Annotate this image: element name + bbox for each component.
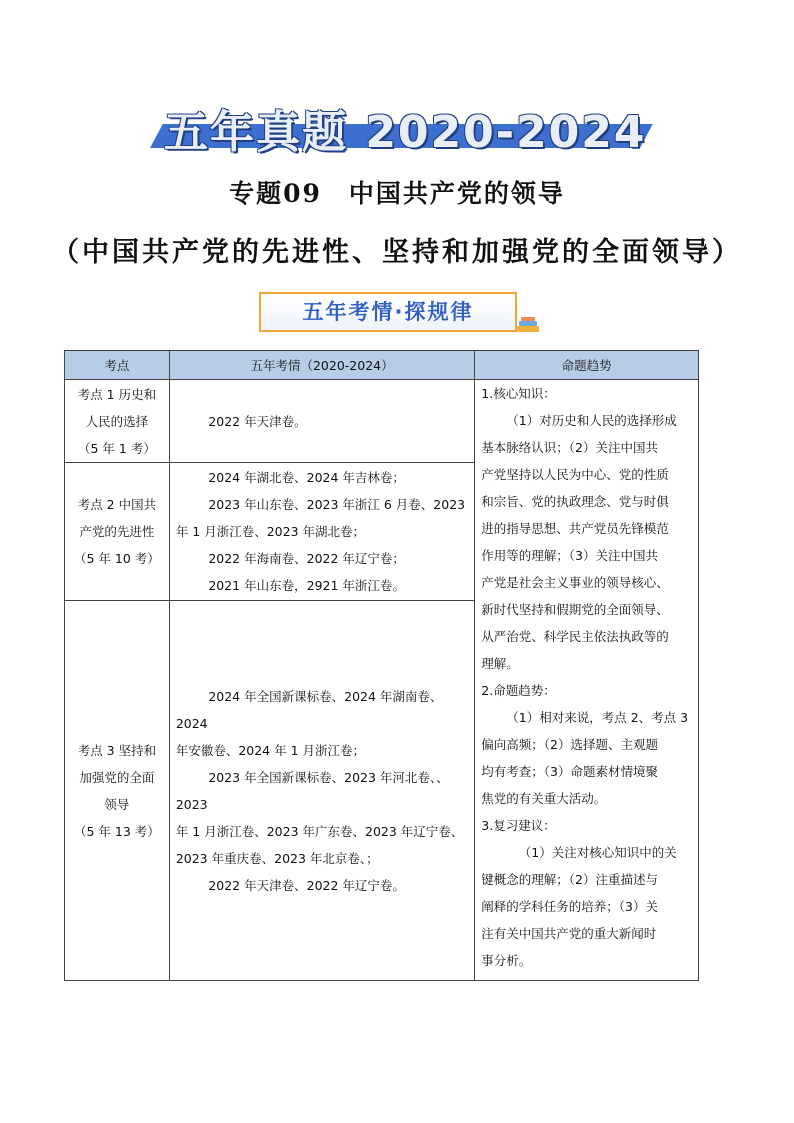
trend-cell: 1.核心知识： （1）对历史和人民的选择形成 基本脉络认识；（2）关注中国共 产党坚持以人民为中心、党的性质 和宗旨、党的执政理念、党与时俱 进的指导思想、共产党员先锋模范 作用等的理解；（3）关注中国共 产党是社会主义事业的领导核心、 新时代坚持和假期党的全面领导、 从严治党、科学民主依法执政等的 理解。 2.命题趋势： （1）相对来说，考点 2、考点 3 偏向高频；（2）选择题、主观题 均有考查；（3）命题素材情境聚 焦党的有关重大活动。 3.复习建议： （1）关注对核心知识中的关 键概念的理解；（2）注重描述与 阐释的学科任务的培养；（3）关 注有关中国共产党的重大新闻时 事分析。 — [475, 380, 699, 981]
table-row — [65, 380, 699, 463]
section-badge: 五年考情·探规律 — [259, 292, 517, 332]
point-cell: 考点 3 坚持和 加强党的全面 领导 （5 年 13 考） — [65, 601, 170, 981]
header-trend: 命题趋势 — [475, 351, 699, 380]
topic-subtitle: （中国共产党的先进性、坚持和加强党的全面领导） — [52, 237, 742, 268]
point-cell: 考点 1 历史和 人民的选择 （5 年 1 考） — [65, 380, 170, 463]
table-header-row — [65, 351, 699, 380]
banner-title: 五年真题 2020-2024 — [164, 107, 647, 158]
point-cell: 考点 2 中国共 产党的先进性 （5 年 10 考） — [65, 463, 170, 601]
banner — [150, 94, 647, 158]
years-cell: 2024 年全国新课标卷、2024 年湖南卷、2024 年安徽卷、2024 年 1 月浙江卷； 2023 年全国新课标卷、2023 年河北卷、、2023 年 1 月浙江卷、2023 年广东卷、2023 年辽宁卷、 2023 年重庆卷、2023 年北京卷、； 2022 年天津卷、2022 年辽宁卷。 — [169, 601, 474, 981]
topic-title: 专题09 中国共产党的领导 — [229, 179, 565, 208]
books-icon — [515, 316, 541, 334]
years-cell: 2024 年湖北卷、2024 年吉林卷； 2023 年山东卷、2023 年浙江 6 月卷、2023 年 1 月浙江卷、2023 年湖北卷； 2022 年海南卷、2022 年辽宁卷； 2021 年山东卷，2921 年浙江卷。 — [169, 463, 474, 601]
years-cell: 2022 年天津卷。 — [169, 380, 474, 463]
exam-analysis-table — [64, 350, 699, 981]
header-point: 考点 — [65, 351, 170, 380]
header-years: 五年考情（2020-2024） — [169, 351, 474, 380]
